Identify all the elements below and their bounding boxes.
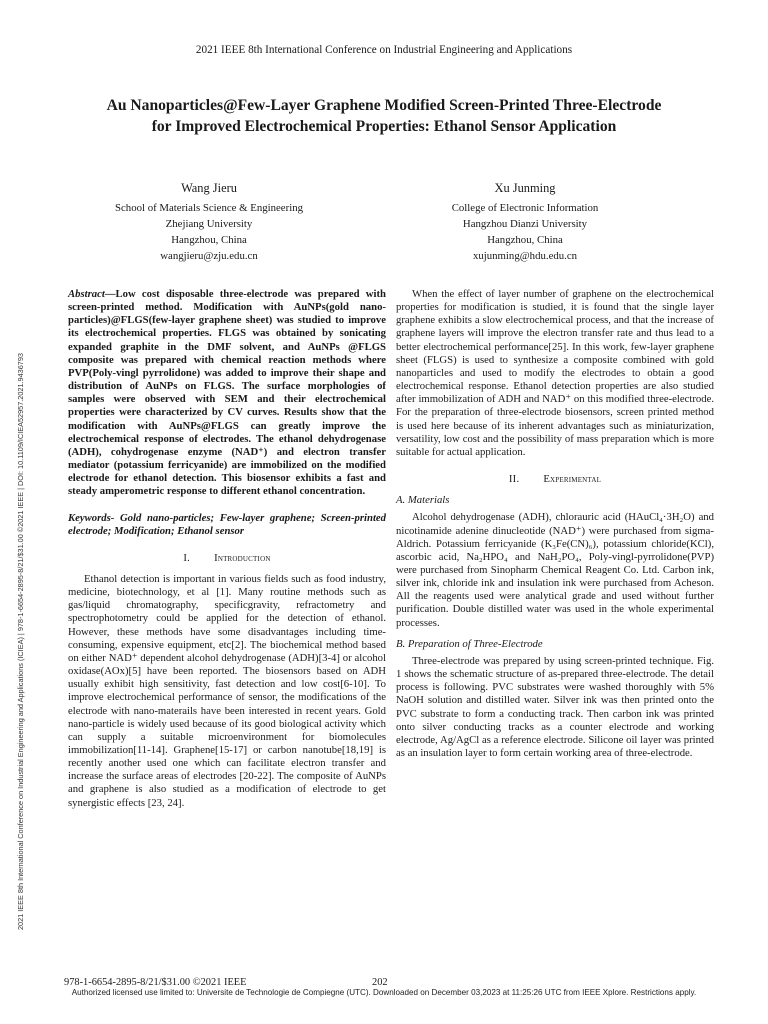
author-city: Hangzhou, China (171, 234, 247, 246)
author-city: Hangzhou, China (487, 234, 563, 246)
abstract-label: Abstract (68, 288, 105, 300)
author-dept: School of Materials Science & Engineering (115, 202, 303, 214)
author-dept: College of Electronic Information (451, 202, 599, 214)
subsection-preparation: B. Preparation of Three-Electrode (396, 637, 543, 650)
abstract-text: —Low cost disposable three-electrode was prepared with screen-printed method. Modification with AuNPs(gold nano-particles)@FLGS(few-layer graphene sheet) was studied to improve its electrochemical properties. FLGS was obtained by sonicating expanded graphite in the DMF solvent, and AuNPs @FLGS composite was prepared with chemical reaction methods where PVP(Poly-vingl pyrrolidone) was added to improve their shape and distribution of AuNPs on FLGS. The surface morphologies of samples were observed with SEM and their electrochemical properties were characterized by CV curves. Results show that the modification with AuNPs@FLGS can greatly improve the electrochemical response of electrodes. The ethanol dehydrogenase (ADH), cohydrogenase enzyme (NAD⁺) and electron transfer mediator (potassium ferricyanide) are immobilized on the modified electrode for ethanol detection. This biosensor exhibits a fast and steady amperometric response to different ethanol concentration. (68, 288, 386, 498)
section-heading-introduction (68, 552, 386, 565)
author-univ: Zhejiang University (165, 218, 253, 230)
right-column (396, 288, 714, 760)
section-heading-experimental (396, 473, 714, 486)
page-number: 202 (372, 977, 388, 988)
author-block-2 (380, 180, 670, 264)
side-citation-strip: 2021 IEEE 8th International Conference on Industrial Engineering and Applications (ICIEA) | 978-1-6654-2895-8/21/$31.00 ©2021 IEEE | DOI: 10.1109/ICIEA52957.2021.9436793 (16, 353, 25, 930)
intro-paragraph-continued: When the effect of layer number of graphene on the electrochemical properties for modification is studied, it is found that the single layer graphene exhibits a slow electrochemical process, and that the increase of graphene layers will improve the electron transfer rate and thus lead to a better electrochemical performance[25]. In this work, few-layer graphene sheet (FLGS) is used to synthesize a composite combined with gold nanoparticles and used to modify the electrodes to obtain a good electrochemical response. Ethanol detection properties are also studied after immobilization of ADH and NAD⁺ on this modified three-electrode. For the preparation of three-electrode biosensors, screen printed method is used here because of its inherent advantages such as miniaturization, versatility, low cost and the possibility of mass preparation which is more suitable for actual application. (396, 288, 714, 458)
paper-title (40, 95, 728, 137)
author-name: Xu Junming (494, 181, 556, 195)
intro-paragraph: Ethanol detection is important in various fields such as food industry, medicine, biotechnology, et al [1]. Many routine methods such as gas/liquid chromatography, specificgravity, refractometry and spectrophotometry could be applied for the detection of ethanol. However, these methods have some disadvantages including time-consuming, expensive equipment, etc[2]. The biochemical method based on either NAD⁺ dependent alcohol dehydrogenase (ADH)[3-4] or alcohol oxidase(AOx)[5] have been reported. The biosensors based on ADH usually exhibit high sensitivity, fast detection and low cost[6-10]. To improve electrochemical performance of sensor, the modifications of the electrode with nano-materails have been interested in recent years. Gold nano-particle is widely used because of its good biological activity which can supply a suitable microenvironment for biomolecules immobilization[11-14]. Graphene[15-17] or carbon nanotube[18,19] is recently another used one which can facilitate electron transfer and increase the surface areas of electrodes [20-22]. The composite of AuNPs and graphene is also studied as a modification of electrode to get synergistic effects [23, 24]. (68, 572, 386, 809)
left-column (68, 288, 386, 810)
section-title: Introduction (214, 551, 271, 564)
section-number: II. (508, 473, 520, 486)
materials-paragraph: Alcohol dehydrogenase (ADH), chlorauric acid (HAuCl₄·3H₂O) and nicotinamide adenine dinucleotide (NAD⁺) were purchased from sigma-Aldrich. Potassium ferricyanide (K₃Fe(CN)₆), potassium chloride(KCl), ascorbic acid, Na₂HPO₄ and NaH₂PO₄, Poly-vingl-pyrrolidone(PVP) were purchased from Sinopharm Chemical Reagent Co. Ltd. Carbon ink, silver ink, chloride ink and insulation ink were purchased from Acheson. All the reagents used were analytical grade and used without further purification. Double distilled water was used in the whole experimental processes. (396, 511, 714, 629)
conference-header: 2021 IEEE 8th International Conference on Industrial Engineering and Applications (195, 44, 573, 56)
preparation-paragraph: Three-electrode was prepared by using screen-printed technique. Fig. 1 shows the schematic structure of as-prepared three-electrode. The detail process is following. PVC substrates were washed thoroughly with 5% NaOH solution and distilled water. Silver ink was then printed onto the PVC substrate to form a conducting track. Then carbon ink was printed onto silver conducting tracks as a counter electrode and working electrode, Ag/AgCl as a reference electrode. Silicone oil layer was printed as an insulation layer to form certain working area of three-electrode. (396, 654, 714, 759)
title-line-1: Au Nanoparticles@Few-Layer Graphene Modified Screen-Printed Three-Electrode (106, 97, 662, 114)
author-name: Wang Jieru (181, 181, 237, 195)
author-block-1 (64, 180, 354, 264)
subsection-materials: A. Materials (396, 494, 450, 507)
section-title: Experimental (543, 473, 602, 486)
footer-isbn: 978-1-6654-2895-8/21/$31.00 ©2021 IEEE (64, 977, 247, 988)
section-number: I. (183, 551, 191, 564)
author-email: xujunming@hdu.edu.cn (472, 250, 578, 262)
title-line-2: for Improved Electrochemical Properties: Ethanol Sensor Application (151, 118, 617, 135)
keywords: Keywords- Gold nano-particles; Few-layer graphene; Screen-printed electrode; Modification; Ethanol sensor (68, 511, 386, 537)
authorization-notice: Authorized licensed use limited to: Universite de Technologie de Compiegne (UTC). Downloaded on December 03,2023 at 11:25:26 UTC from IEEE Xplore. Restrictions apply. (71, 988, 697, 997)
abstract (68, 288, 386, 499)
author-univ: Hangzhou Dianzi University (462, 218, 588, 230)
author-email: wangjieru@zju.edu.cn (160, 250, 258, 262)
